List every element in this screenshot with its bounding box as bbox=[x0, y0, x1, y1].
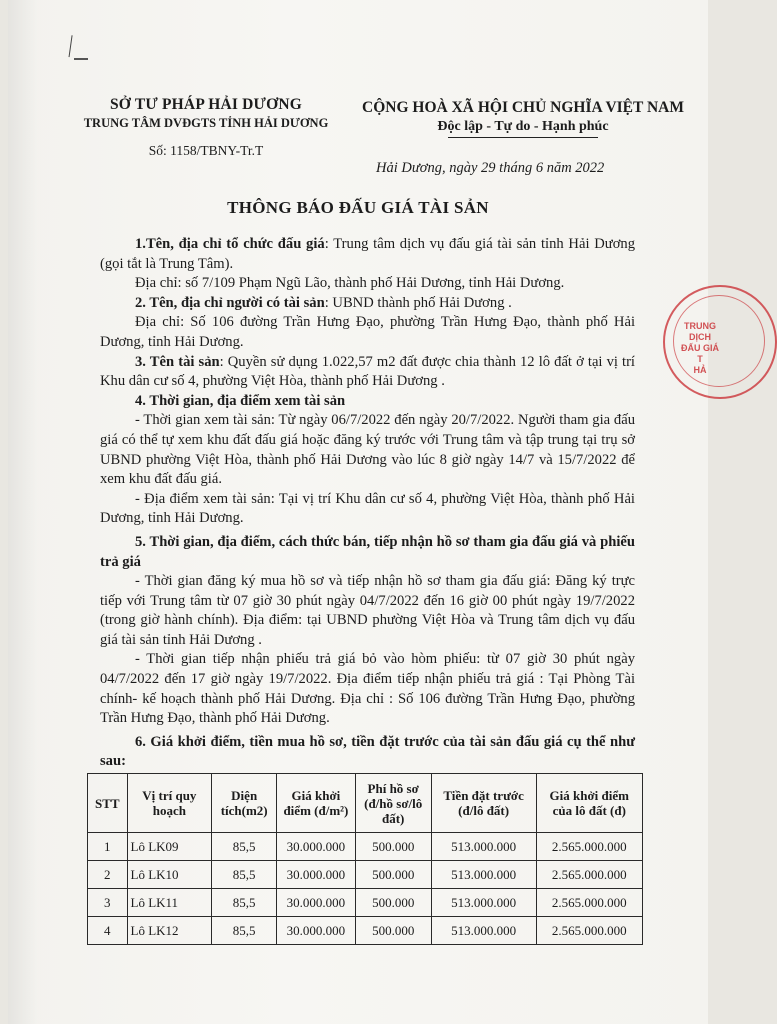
seal-line: T bbox=[697, 354, 703, 364]
section-3-text: : Quyền sử dụng 1.022,57 m2 đất được chia thành 12 lô đất ở tại vị trí Khu dân cư số 4, phường Việt Hòa, thành phố Hải Dương . bbox=[100, 353, 635, 390]
national-header bbox=[338, 99, 708, 138]
nation-name: CỘNG HOÀ XÃ HỘI CHỦ NGHĨA VIỆT NAM bbox=[362, 99, 684, 116]
cell-file-fee: 500.000 bbox=[355, 889, 431, 917]
cell-start-price: 30.000.000 bbox=[277, 861, 356, 889]
section-6-heading bbox=[100, 733, 635, 772]
section-5-paragraph-2: - Thời gian tiếp nhận phiếu trả giá bỏ vào hòm phiếu: từ 07 giờ 30 phút ngày 04/7/2022 đến 17 giờ ngày 19/7/2022. Địa điểm tiếp nhận phiếu trả giá : Tại Phòng Tài chính- kế hoạch thành phố Hải Dương. Địa chỉ : Số 106 đường Trần Hưng Đạo, phường Trần Hưng Đạo, thành phố Hải Dương. bbox=[100, 651, 635, 727]
issue-date: Hải Dương, ngày 29 tháng 6 năm 2022 bbox=[376, 160, 605, 176]
issuer-subunit: TRUNG TÂM DVĐGTS TỈNH HẢI DƯƠNG bbox=[83, 116, 329, 130]
seal-line: HẢ bbox=[693, 365, 707, 375]
section-2 bbox=[100, 294, 635, 314]
section-2-address: Địa chỉ: Số 106 đường Trần Hưng Đạo, phường Trần Hưng Đạo, thành phố Hải Dương, tỉnh Hải Dương. bbox=[100, 314, 635, 350]
national-motto: Độc lập - Tự do - Hạnh phúc bbox=[437, 119, 609, 134]
cell-start-price: 30.000.000 bbox=[277, 917, 356, 945]
section-1-address: Địa chỉ: số 7/109 Phạm Ngũ Lão, thành phố Hải Dương, tỉnh Hải Dương. bbox=[135, 275, 565, 292]
section-4-heading bbox=[100, 392, 635, 412]
document-body bbox=[100, 235, 635, 772]
seal-line: ĐẤU GIÁ bbox=[681, 343, 719, 353]
header-file-fee: Phí hồ sơ (đ/hồ sơ/lô đất) bbox=[355, 774, 431, 833]
table-row bbox=[88, 917, 643, 945]
assets-table bbox=[87, 773, 643, 945]
cell-deposit: 513.000.000 bbox=[431, 917, 536, 945]
page-shadow bbox=[8, 0, 38, 1024]
motto-underline bbox=[448, 137, 598, 138]
section-1-text: : Trung tâm dịch vụ đấu giá tài sản tỉnh Hải Dương (gọi tắt là Trung Tâm). bbox=[100, 236, 636, 272]
cell-location: Lô LK10 bbox=[127, 861, 212, 889]
cell-deposit: 513.000.000 bbox=[431, 861, 536, 889]
table-row bbox=[88, 861, 643, 889]
section-2-heading: 2. Tên, địa chỉ người có tài sản bbox=[135, 294, 325, 311]
cell-stt: 4 bbox=[88, 917, 128, 945]
document-title: THÔNG BÁO ĐẤU GIÁ TÀI SẢN bbox=[227, 198, 489, 217]
cell-lot-price: 2.565.000.000 bbox=[536, 833, 642, 861]
cell-file-fee: 500.000 bbox=[355, 833, 431, 861]
section-5-heading bbox=[100, 533, 635, 572]
seal-text bbox=[665, 321, 735, 376]
section-6-heading-text: 6. Giá khởi điểm, tiền mua hồ sơ, tiền đặt trước của tài sản đấu giá cụ thể như sau: bbox=[100, 733, 635, 770]
header-lot-price: Giá khởi điểm của lô đất (đ) bbox=[536, 774, 642, 833]
cell-lot-price: 2.565.000.000 bbox=[536, 917, 642, 945]
cell-area: 85,5 bbox=[212, 861, 277, 889]
table-header-row bbox=[88, 774, 643, 833]
seal-line: TRUNG bbox=[684, 321, 716, 331]
cell-deposit: 513.000.000 bbox=[431, 833, 536, 861]
cell-stt: 1 bbox=[88, 833, 128, 861]
cell-location: Lô LK12 bbox=[127, 917, 212, 945]
issuer-name: SỞ TƯ PHÁP HẢI DƯƠNG bbox=[109, 96, 303, 113]
cell-file-fee: 500.000 bbox=[355, 861, 431, 889]
section-2-text: : UBND thành phố Hải Dương . bbox=[324, 294, 512, 311]
cell-stt: 2 bbox=[88, 861, 128, 889]
cell-file-fee: 500.000 bbox=[355, 917, 431, 945]
section-5-heading-text: 5. Thời gian, địa điểm, cách thức bán, tiếp nhận hồ sơ tham gia đấu giá và phiếu trả giá bbox=[100, 533, 635, 570]
header-start-price: Giá khởi điểm (đ/m²) bbox=[277, 774, 356, 833]
table-row bbox=[88, 833, 643, 861]
official-seal bbox=[663, 285, 777, 399]
header-area: Diện tích(m2) bbox=[212, 774, 277, 833]
section-1-heading: 1.Tên, địa chỉ tổ chức đấu giá bbox=[135, 236, 325, 252]
cell-lot-price: 2.565.000.000 bbox=[536, 861, 642, 889]
pen-mark-stroke bbox=[74, 58, 88, 60]
issuer-block bbox=[76, 96, 336, 159]
document-number: Số: 1158/TBNY-Tr.T bbox=[148, 143, 264, 158]
cell-area: 85,5 bbox=[212, 833, 277, 861]
header-location: Vị trí quy hoạch bbox=[127, 774, 212, 833]
header-deposit: Tiền đặt trước (đ/lô đất) bbox=[431, 774, 536, 833]
cell-deposit: 513.000.000 bbox=[431, 889, 536, 917]
cell-location: Lô LK09 bbox=[127, 833, 212, 861]
section-3-heading: 3. Tên tài sản bbox=[135, 353, 220, 370]
cell-stt: 3 bbox=[88, 889, 128, 917]
section-3 bbox=[100, 353, 635, 392]
document-page bbox=[8, 0, 719, 1024]
cell-start-price: 30.000.000 bbox=[277, 833, 356, 861]
cell-location: Lô LK11 bbox=[127, 889, 212, 917]
table-row bbox=[88, 889, 643, 917]
cell-area: 85,5 bbox=[212, 889, 277, 917]
seal-line: DỊCH bbox=[689, 332, 711, 342]
header-stt: STT bbox=[88, 774, 128, 833]
section-4-paragraph-1: - Thời gian xem tài sản: Từ ngày 06/7/2022 đến ngày 20/7/2022. Người tham gia đấu giá có thể tự xem khu đất đấu giá hoặc đăng ký trước với Trung tâm và tập trung tại trụ sở UBND phường Việt Hòa, thành phố Hải Dương vào lúc 8 giờ ngày 14/7 và 15/7/2022 để xem khu đất đấu giá. bbox=[100, 412, 635, 488]
section-4-heading-text: 4. Thời gian, địa điểm xem tài sản bbox=[135, 392, 346, 409]
cell-area: 85,5 bbox=[212, 917, 277, 945]
section-4-paragraph-2: - Địa điểm xem tài sản: Tại vị trí Khu dân cư số 4, phường Việt Hòa, thành phố Hải Dương, tỉnh Hải Dương. bbox=[100, 490, 635, 527]
pen-mark bbox=[69, 35, 85, 59]
section-5-paragraph-1: - Thời gian đăng ký mua hồ sơ và tiếp nhận hồ sơ tham gia đấu giá: Đăng ký trực tiếp với Trung tâm từ 07 giờ 30 phút ngày 04/7/2022 đến 16 giờ 00 phút ngày 19/7/2022 (trong giờ hành chính). Địa điểm: tại UBND phường Việt Hòa và Trung tâm dịch vụ đấu giá tài sản tỉnh Hải Dương . bbox=[100, 573, 635, 648]
cell-start-price: 30.000.000 bbox=[277, 889, 356, 917]
cell-lot-price: 2.565.000.000 bbox=[536, 889, 642, 917]
section-1 bbox=[100, 235, 635, 274]
